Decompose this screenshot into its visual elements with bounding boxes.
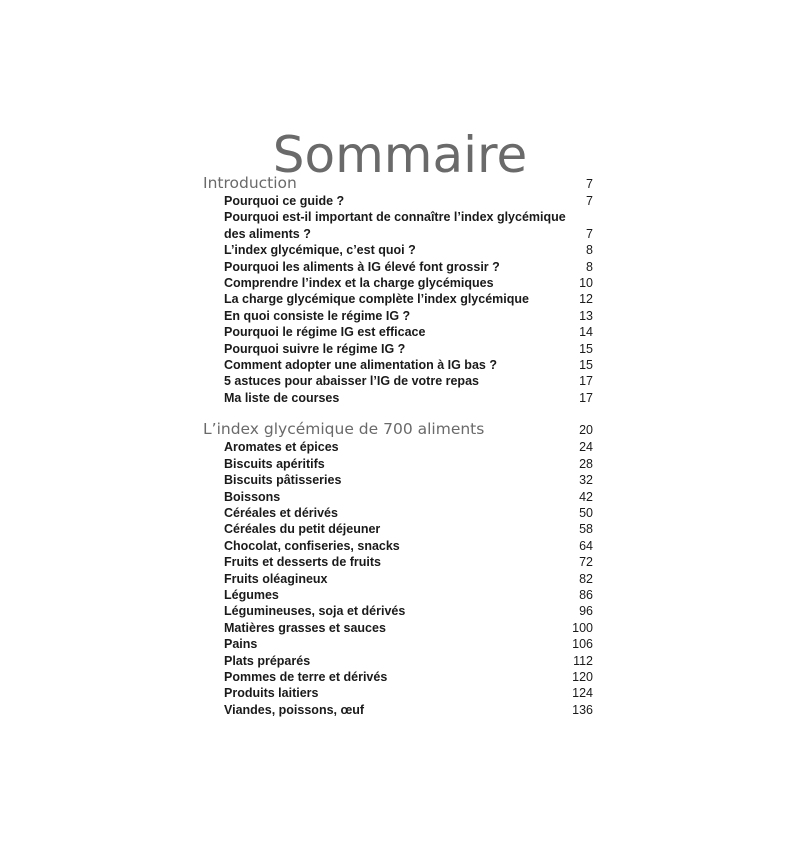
toc-entry[interactable] <box>203 702 593 718</box>
toc-entry-label: 5 astuces pour abaisser l’IG de votre repas <box>224 374 479 389</box>
toc-entry[interactable] <box>203 275 593 291</box>
toc-section-title: L’index glycémique de 700 aliments <box>203 420 485 439</box>
toc-entry[interactable] <box>203 242 593 258</box>
toc-entry-page: 86 <box>579 587 593 602</box>
toc-entry-page: 72 <box>579 555 593 570</box>
toc-entry-page: 64 <box>579 538 593 553</box>
toc-entry-label: Légumes <box>224 587 279 602</box>
toc-section-introduction <box>203 173 593 406</box>
toc-entry-label: Plats préparés <box>224 653 311 668</box>
toc-entry-label: Matières grasses et sauces <box>224 620 386 635</box>
toc-entry-page: 50 <box>579 505 593 520</box>
toc-entry[interactable] <box>203 587 593 603</box>
toc-entry-label: Fruits oléagineux <box>224 571 328 586</box>
toc-entry-page: 82 <box>579 571 593 586</box>
toc-section-page: 20 <box>579 423 593 438</box>
toc-entry-label: Pourquoi le régime IG est efficace <box>224 325 426 340</box>
toc-entry[interactable] <box>203 521 593 537</box>
toc-entry-page: 7 <box>586 226 593 241</box>
toc-entry[interactable] <box>203 669 593 685</box>
toc-entry-label: Pourquoi est-il important de connaître l’index glycémique des aliments ? <box>224 210 566 241</box>
toc-entry[interactable] <box>203 324 593 340</box>
toc-entry[interactable] <box>203 489 593 505</box>
toc-entry-label: Céréales et dérivés <box>224 505 338 520</box>
toc-entry[interactable] <box>203 209 593 242</box>
toc-entry[interactable] <box>203 636 593 652</box>
toc-entry-page: 7 <box>586 194 593 208</box>
toc-entry-label: Boissons <box>224 489 281 504</box>
toc-entry[interactable] <box>203 554 593 570</box>
toc-entry-label: Pourquoi suivre le régime IG ? <box>224 341 406 356</box>
toc-entry[interactable] <box>203 538 593 554</box>
toc-entry-label: Pourquoi ce guide ? <box>224 194 345 208</box>
toc-entry-page: 13 <box>579 308 593 323</box>
toc-entry-page: 120 <box>572 669 593 684</box>
toc-entry-page: 42 <box>579 489 593 504</box>
toc-entry[interactable] <box>203 571 593 587</box>
toc-entry-label: L’index glycémique, c’est quoi ? <box>224 243 416 258</box>
toc-entry[interactable] <box>203 193 593 209</box>
toc-entry[interactable] <box>203 653 593 669</box>
toc-entry-page: 28 <box>579 456 593 471</box>
toc-section-heading[interactable] <box>203 173 593 193</box>
toc-entry-label: Produits laitiers <box>224 686 319 701</box>
toc-entry-label: Biscuits apéritifs <box>224 456 325 471</box>
toc-entry[interactable] <box>203 308 593 324</box>
toc-section-heading[interactable] <box>203 419 593 439</box>
toc-entry[interactable] <box>203 685 593 701</box>
toc-entry[interactable] <box>203 259 593 275</box>
toc-entry-label: Fruits et desserts de fruits <box>224 555 381 570</box>
toc-entry-page: 136 <box>572 702 593 717</box>
toc-entry-page: 12 <box>579 292 593 307</box>
toc-entry-label: La charge glycémique complète l’index glycémique <box>224 292 529 307</box>
toc-entry-page: 96 <box>579 604 593 619</box>
toc-entry-label: Pommes de terre et dérivés <box>224 669 388 684</box>
toc-entry-label: Pourquoi les aliments à IG élevé font grossir ? <box>224 259 500 274</box>
toc-entry-label: Chocolat, confiseries, snacks <box>224 538 400 553</box>
toc-entry-page: 24 <box>579 440 593 455</box>
toc-entry-label: Comprendre l’index et la charge glycémiques <box>224 276 494 291</box>
toc-entry-page: 124 <box>572 686 593 701</box>
toc-entry-page: 58 <box>579 522 593 537</box>
toc-entry[interactable] <box>203 603 593 619</box>
toc-entry[interactable] <box>203 357 593 373</box>
toc-entry-label: En quoi consiste le régime IG ? <box>224 308 411 323</box>
toc-entry[interactable] <box>203 439 593 455</box>
toc-entry-page: 17 <box>579 390 593 405</box>
toc-entry-page: 106 <box>572 637 593 652</box>
toc-entry[interactable] <box>203 456 593 472</box>
toc-entry-label: Céréales du petit déjeuner <box>224 522 381 537</box>
toc-entry[interactable] <box>203 505 593 521</box>
toc-entry-label: Viandes, poissons, œuf <box>224 702 365 717</box>
toc-entry[interactable] <box>203 390 593 406</box>
toc-entry[interactable] <box>203 472 593 488</box>
toc-entry-label: Légumineuses, soja et dérivés <box>224 604 406 619</box>
toc-entry-page: 32 <box>579 473 593 488</box>
toc-entry-page: 14 <box>579 325 593 340</box>
toc-entry-page: 8 <box>586 259 593 274</box>
toc-entry-page: 10 <box>579 276 593 291</box>
toc-entry-label: Aromates et épices <box>224 440 339 455</box>
toc-entry-label: Comment adopter une alimentation à IG bas ? <box>224 358 497 373</box>
toc-entry-page: 112 <box>573 653 593 668</box>
toc-entry-label: Biscuits pâtisseries <box>224 473 342 488</box>
toc-entry[interactable] <box>203 373 593 389</box>
toc-entry-page: 17 <box>579 374 593 389</box>
toc-entry[interactable] <box>203 620 593 636</box>
toc-entry-page: 15 <box>579 341 593 356</box>
toc-entry-page: 8 <box>586 243 593 258</box>
toc-section-index-glycemique <box>203 419 593 718</box>
toc-section-page: 7 <box>586 177 593 191</box>
toc-entry-page: 100 <box>572 620 593 635</box>
toc-entry-page: 15 <box>579 358 593 373</box>
table-of-contents <box>203 173 593 718</box>
toc-entry[interactable] <box>203 341 593 357</box>
toc-entry-label: Ma liste de courses <box>224 390 340 405</box>
toc-section-title: Introduction <box>203 174 297 192</box>
page-title: Sommaire <box>272 125 528 184</box>
toc-entry-label: Pains <box>224 637 258 652</box>
toc-entry[interactable] <box>203 291 593 307</box>
